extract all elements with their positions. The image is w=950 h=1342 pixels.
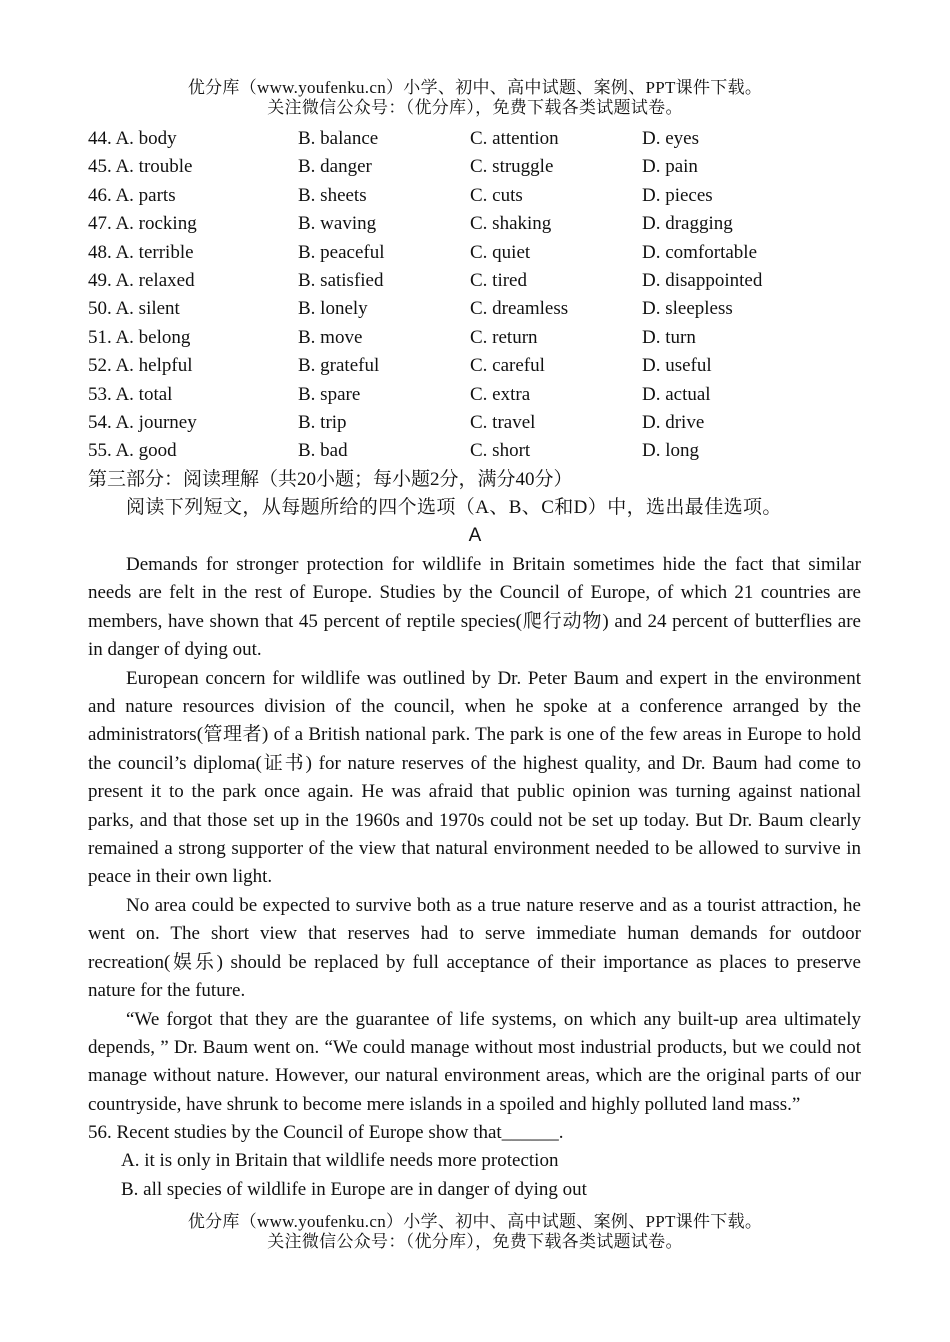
option-a: 49. A. relaxed — [88, 269, 195, 291]
option-a: 44. A. body — [88, 128, 177, 149]
option-c: C. attention — [470, 128, 559, 149]
option-c: C. shaking — [470, 213, 552, 235]
cloze-question-row — [88, 182, 842, 210]
cloze-question-row — [88, 352, 842, 380]
option-d: D. pain — [642, 156, 698, 178]
option-b: B. satisfied — [298, 269, 384, 291]
option-b: B. waving — [298, 213, 377, 235]
option-d: D. drive — [642, 411, 705, 433]
cloze-question-row — [88, 239, 842, 267]
option-a: 54. A. journey — [88, 411, 197, 433]
passage-label: A — [468, 525, 482, 546]
option-a: 50. A. silent — [88, 298, 180, 320]
option-b: B. bad — [298, 440, 348, 462]
option-c: C. dreamless — [470, 298, 569, 320]
option-d: D. eyes — [642, 128, 699, 149]
option-b: B. peaceful — [298, 241, 385, 263]
option-c: C. travel — [470, 411, 536, 433]
option-c: C. return — [470, 326, 538, 348]
passage-paragraph-2: European concern for wildlife was outlined by Dr. Peter Baum and expert in the environment and nature resources division of the council, when he spoke at a conference arranged by the administrators(管理者) of a British national park. The park is one of the few areas in Europe to hold the council’s diploma(证书) for nature reserves of the highest quality, and Dr. Baum had come to present it to the park once again. He was afraid that public opinion was turning against national parks, and that those set up in the 1960s and 1970s could not be set up today. But Dr. Baum clearly remained a strong supporter of the view that natural environment needed to be allowed to survive in peace in their own light. — [88, 667, 861, 888]
header-line-1: 优分库（www.youfenku.cn）小学、初中、高中试题、案例、PPT课件下载。 — [187, 78, 763, 97]
option-a: A. it is only in Britain that wildlife needs more protection — [121, 1150, 559, 1172]
cloze-question-row — [88, 153, 842, 181]
option-d: D. turn — [642, 326, 696, 348]
option-b: B. balance — [298, 128, 379, 149]
option-b: B. danger — [298, 156, 372, 178]
footer-line-1: 优分库（www.youfenku.cn）小学、初中、高中试题、案例、PPT课件下载。 — [187, 1212, 763, 1231]
option-b: B. all species of wildlife in Europe are in danger of dying out — [121, 1178, 587, 1200]
option-b: B. move — [298, 326, 363, 348]
option-c: C. tired — [470, 269, 527, 291]
section-title: 第三部分：阅读理解（共20小题；每小题2分，满分40分） — [88, 469, 573, 490]
option-d: D. actual — [642, 383, 711, 405]
option-b: B. sheets — [298, 184, 367, 206]
cloze-question-row — [88, 210, 842, 238]
option-a: 53. A. total — [88, 383, 173, 405]
cloze-question-row — [88, 295, 842, 323]
option-d: D. useful — [642, 355, 712, 377]
option-c: C. quiet — [470, 241, 531, 263]
option-c: C. careful — [470, 355, 545, 377]
section-instruction: 阅读下列短文，从每题所给的四个选项（A、B、C和D）中，选出最佳选项。 — [126, 497, 782, 518]
page-footer — [0, 1212, 950, 1252]
cloze-question-row — [88, 267, 842, 295]
footer-line-2: 关注微信公众号：（优分库），免费下载各类试题试卷。 — [267, 1232, 683, 1251]
option-a: 45. A. trouble — [88, 156, 193, 178]
cloze-question-row — [88, 409, 842, 437]
cloze-question-row — [88, 324, 842, 352]
passage-paragraph-3: No area could be expected to survive both as a true nature reserve and as a tourist attraction, he went on. The short view that reserves had to serve immediate human demands for outdoor recreation(娱乐) should be replaced by full acceptance of their importance as places to preserve nature for the future. — [88, 894, 861, 1002]
option-b: B. spare — [298, 383, 361, 405]
option-d: D. pieces — [642, 184, 713, 206]
reading-passage — [88, 551, 861, 1119]
passage-paragraph-1: Demands for stronger protection for wildlife in Britain sometimes hide the fact that similar needs are felt in the rest of Europe. Studies by the Council of Europe, of which 21 countries are members, have shown that 45 percent of reptile species(爬行动物) and 24 percent of butterflies are in danger of dying out. — [88, 554, 861, 661]
option-a: 47. A. rocking — [88, 213, 197, 235]
cloze-question-row — [88, 437, 842, 465]
option-d: D. comfortable — [642, 241, 758, 263]
option-a: 55. A. good — [88, 440, 177, 462]
header-line-2: 关注微信公众号：（优分库），免费下载各类试题试卷。 — [267, 98, 683, 117]
option-a: 52. A. helpful — [88, 355, 193, 377]
option-c: C. short — [470, 440, 531, 462]
option-b: B. trip — [298, 411, 347, 433]
option-d: D. sleepless — [642, 298, 733, 320]
option-b: B. lonely — [298, 298, 368, 320]
option-c: C. struggle — [470, 156, 554, 178]
option-a: 48. A. terrible — [88, 241, 194, 263]
passage-paragraph-4: “We forgot that they are the guarantee of life systems, on which any built-up area ultimately depends, ” Dr. Baum went on. “We could manage without most industrial products, but we could not manage without nature. However, our natural environment areas, which are the original parts of our countryside, have shrunk to become mere islands in a spoiled and highly polluted land mass.” — [88, 1008, 861, 1115]
option-a: 51. A. belong — [88, 326, 191, 348]
option-c: C. extra — [470, 383, 531, 405]
page-header — [0, 78, 950, 118]
option-c: C. cuts — [470, 184, 523, 206]
cloze-question-row — [88, 125, 842, 153]
cloze-options-table — [88, 125, 842, 466]
option-b: B. grateful — [298, 355, 380, 377]
option-d: D. dragging — [642, 213, 733, 235]
option-a: 46. A. parts — [88, 184, 176, 206]
option-d: D. disappointed — [642, 269, 763, 291]
question-56 — [88, 1119, 587, 1204]
cloze-question-row — [88, 381, 842, 409]
question-stem: 56. Recent studies by the Council of Europe show that______. — [88, 1122, 564, 1143]
option-d: D. long — [642, 440, 699, 462]
